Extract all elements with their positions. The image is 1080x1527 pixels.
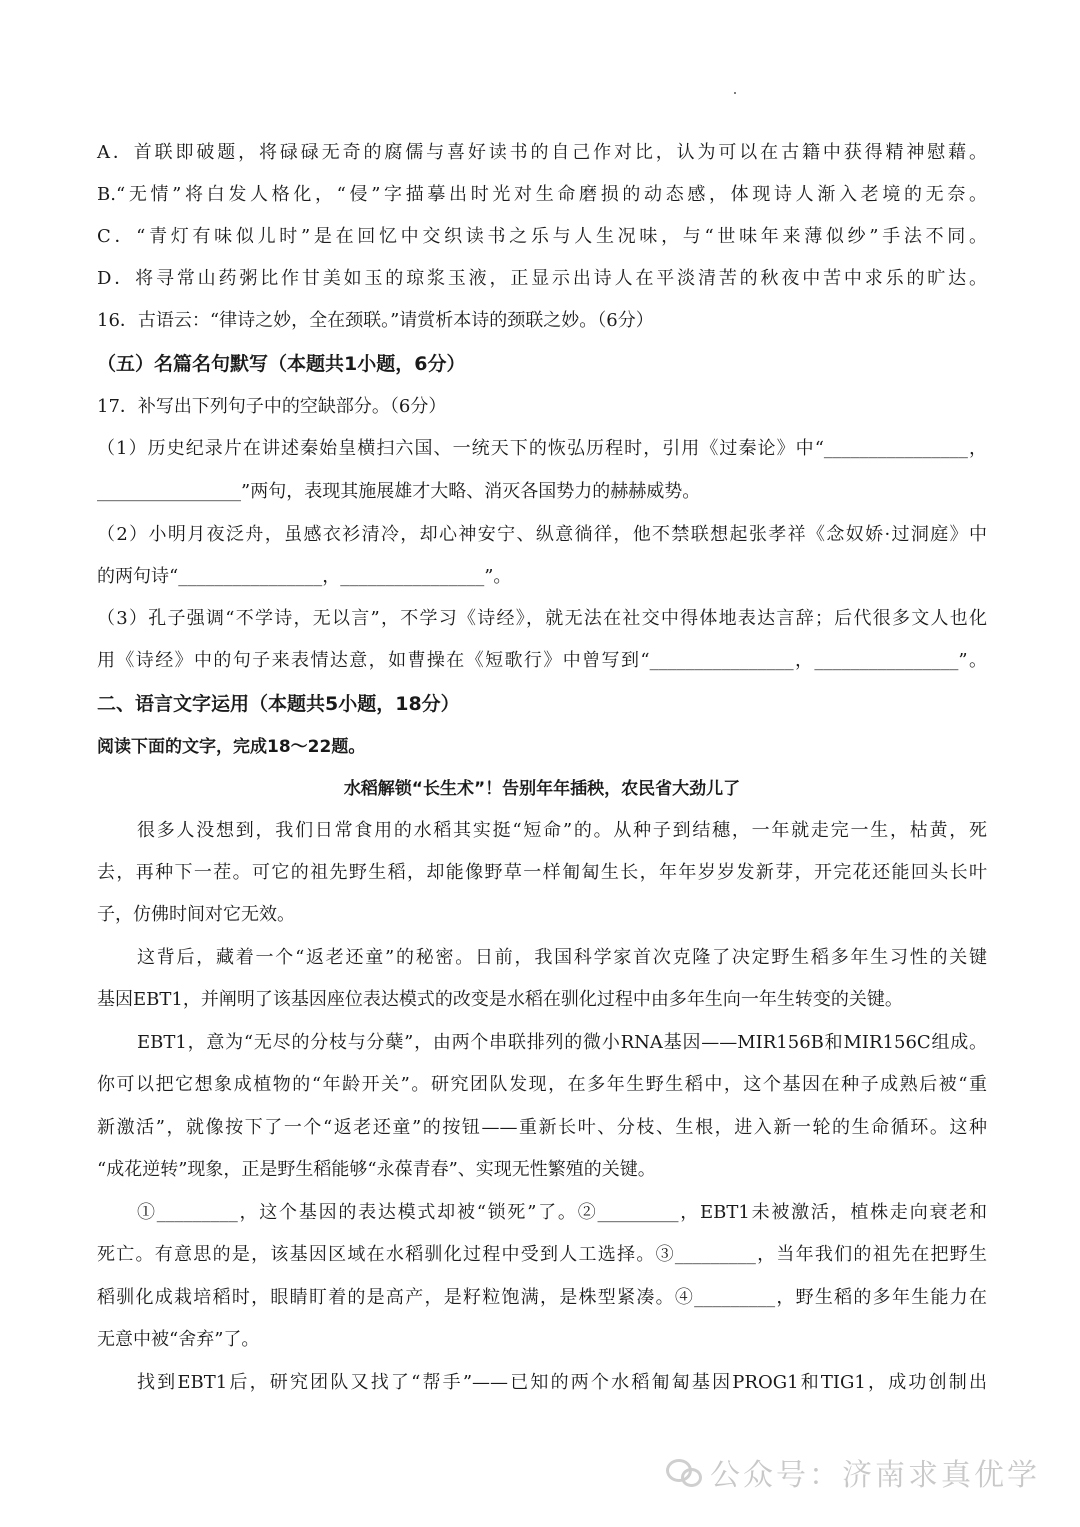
article-p3-line1: EBT1，意为“无尽的分枝与分蘖”，由两个串联排列的微小RNA基因——MIR156B和MIR156C组成。 xyxy=(137,1032,987,1053)
article-p4-line4: 无意中被“舍弃”了。 xyxy=(97,1329,260,1350)
question-17-stem: 17．补写出下列句子中的空缺部分。（6分） xyxy=(97,396,447,417)
part-2-heading: 二、语言文字运用（本题共5小题，18分） xyxy=(97,693,460,715)
question-17-part2-line1: （2）小明月夜泛舟，虽感衣衫清冷，却心神安宁、纵意徜徉，他不禁联想起张孝祥《念奴娇·过洞庭》中 xyxy=(97,524,987,545)
reading-instruction: 阅读下面的文字，完成18～22题。 xyxy=(97,737,366,757)
article-p1-line3: 子，仿佛时间对它无效。 xyxy=(97,904,295,925)
watermark-text: 公众号：济南求真优学 xyxy=(710,1458,1040,1493)
article-p1-line2: 去，再种下一茬。可它的祖先野生稻，却能像野草一样匍匐生长，年年岁岁发新芽，开完花还能回头长叶 xyxy=(97,862,987,883)
watermark xyxy=(666,1450,1040,1494)
section-5-heading: （五）名篇名句默写（本题共1小题，6分） xyxy=(97,353,466,375)
article-p5-line1: 找到EBT1后，研究团队又找了“帮手”——已知的两个水稻匍匐基因PROG1和TIG1，成功创制出 xyxy=(137,1372,987,1393)
option-d: D．将寻常山药粥比作甘美如玉的琼浆玉液，正显示出诗人在平淡清苦的秋夜中苦中求乐的旷达。 xyxy=(97,268,987,289)
question-17-part3-line2: 用《诗经》中的句子来表情达意，如曹操在《短歌行》中曾写到“________________，________________”。 xyxy=(97,650,987,671)
question-17-part3-line1: （3）孔子强调“不学诗，无以言”，不学习《诗经》，就无法在社交中得体地表达言辞；后代很多文人也化 xyxy=(97,608,987,629)
option-a: A．首联即破题，将碌碌无奇的腐儒与喜好读书的自己作对比，认为可以在古籍中获得精神慰藉。 xyxy=(97,142,987,163)
article-p4-line2: 死亡。有意思的是，该基因区域在水稻驯化过程中受到人工选择。③_________，当年我们的祖先在把野生 xyxy=(97,1244,987,1265)
article-p3-line4: “成花逆转”现象，正是野生稻能够“永葆青春”、实现无性繁殖的关键。 xyxy=(97,1159,656,1180)
article-p2-line1: 这背后，藏着一个“返老还童”的秘密。日前，我国科学家首次克隆了决定野生稻多年生习性的关键 xyxy=(137,947,987,968)
question-17-part1-line2: ________________”两句，表现其施展雄才大略、消灭各国势力的赫赫威势。 xyxy=(97,481,701,502)
article-title: 水稻解锁“长生术”！告别年年插秧，农民省大劲儿了 xyxy=(343,779,741,799)
question-17-part2-line2: 的两句诗“________________，________________”。 xyxy=(97,566,512,587)
article-p4-line3: 稻驯化成栽培稻时，眼睛盯着的是高产，是籽粒饱满，是株型紧凑。④_________，野生稻的多年生能力在 xyxy=(97,1287,987,1308)
scan-speck xyxy=(734,92,736,94)
article-p4-line1: ①_________，这个基因的表达模式却被“锁死”了。②_________，EBT1未被激活，植株走向衰老和 xyxy=(137,1202,987,1223)
wechat-icon xyxy=(666,1457,702,1487)
option-b: B.“无情”将白发人格化，“侵”字描摹出时光对生命磨损的动态感，体现诗人渐入老境的无奈。 xyxy=(97,184,987,205)
option-c: C．“青灯有味似儿时”是在回忆中交织读书之乐与人生况味，与“世味年来薄似纱”手法不同。 xyxy=(97,226,987,247)
question-17-part1-line1: （1）历史纪录片在讲述秦始皇横扫六国、一统天下的恢弘历程时，引用《过秦论》中“________________， xyxy=(97,438,987,459)
article-p3-line3: 新激活”，就像按下了一个“返老还童”的按钮——重新长叶、分枝、生根，进入新一轮的生命循环。这种 xyxy=(97,1117,987,1138)
article-p2-line2: 基因EBT1，并阐明了该基因座位表达模式的改变是水稻在驯化过程中由多年生向一年生转变的关键。 xyxy=(97,989,903,1010)
question-16: 16．古语云：“律诗之妙，全在颈联。”请赏析本诗的颈联之妙。（6分） xyxy=(97,310,654,331)
article-p1-line1: 很多人没想到，我们日常食用的水稻其实挺“短命”的。从种子到结穗，一年就走完一生，枯黄，死 xyxy=(137,820,987,841)
article-p3-line2: 你可以把它想象成植物的“年龄开关”。研究团队发现，在多年生野生稻中，这个基因在种子成熟后被“重 xyxy=(97,1074,987,1095)
